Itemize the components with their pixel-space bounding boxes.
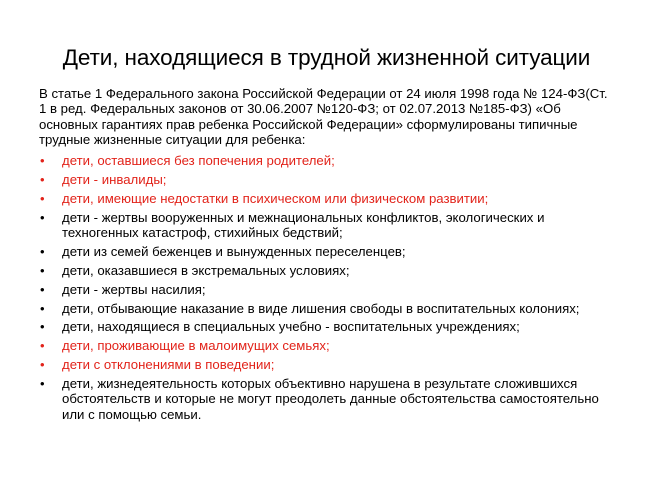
- list-item: [39, 301, 609, 316]
- list-item-text: дети, отбывающие наказание в виде лишения свободы в воспитательных колониях;: [62, 300, 580, 316]
- bullet-icon: •: [40, 190, 45, 206]
- list-item: [39, 376, 609, 422]
- list-item-text: дети, имеющие недостатки в психическом или физическом развитии;: [62, 190, 489, 206]
- list-item-text: дети, жизнедеятельность которых объективно нарушена в результате сложившихся обстоятельств и которые не могут преодолеть данные обстоятельства самостоятельно или с помощью семьи.: [62, 376, 599, 422]
- bullet-icon: •: [40, 209, 45, 225]
- bullet-icon: •: [40, 243, 45, 259]
- list-item: [39, 153, 609, 168]
- list-item-text: дети, находящиеся в специальных учебно - воспитательных учреждениях;: [62, 319, 520, 335]
- bullet-icon: •: [40, 357, 45, 373]
- bullet-icon: •: [40, 338, 45, 354]
- list-item: [39, 191, 609, 206]
- bullet-icon: •: [40, 376, 45, 392]
- list-item-text: дети, оставшиеся без попечения родителей;: [62, 153, 335, 168]
- list-item-text: дети - жертвы насилия;: [62, 281, 206, 297]
- list-item: [39, 282, 609, 297]
- list-item: [39, 172, 609, 187]
- list-item-text: дети - жертвы вооруженных и межнациональных конфликтов, экологических и техногенных катастроф, стихийных бедствий;: [62, 209, 545, 240]
- list-item: [39, 357, 609, 372]
- intro-paragraph: В статье 1 Федерального закона Российской Федерации от 24 июля 1998 года № 124-ФЗ(Ст. 1 в ред. Федеральных законов от 30.06.2007 №120-ФЗ; от 02.07.2013 №185-ФЗ) «Об основных гарантиях прав ребенка Российской Федерации» сформулированы типичные трудные жизненные ситуации для ребенка:: [39, 86, 608, 147]
- bullet-icon: •: [40, 300, 45, 316]
- list-item-text: дети - инвалиды;: [62, 171, 167, 187]
- bullet-icon: •: [40, 281, 45, 297]
- list-item: [39, 244, 609, 259]
- situation-list: [39, 153, 609, 426]
- list-item-text: дети из семей беженцев и вынужденных переселенцев;: [62, 243, 406, 259]
- list-item: [39, 210, 609, 241]
- list-item: [39, 319, 609, 334]
- list-item-text: дети с отклонениями в поведении;: [62, 357, 275, 373]
- bullet-icon: •: [40, 262, 45, 278]
- list-item-text: дети, оказавшиеся в экстремальных условиях;: [62, 262, 350, 278]
- list-item: [39, 338, 609, 353]
- bullet-icon: •: [40, 319, 45, 335]
- bullet-icon: •: [40, 171, 45, 187]
- list-item: [39, 263, 609, 278]
- list-item-text: дети, проживающие в малоимущих семьях;: [62, 338, 330, 354]
- bullet-icon: •: [40, 153, 45, 168]
- slide-title: Дети, находящиеся в трудной жизненной ситуации: [62, 45, 591, 70]
